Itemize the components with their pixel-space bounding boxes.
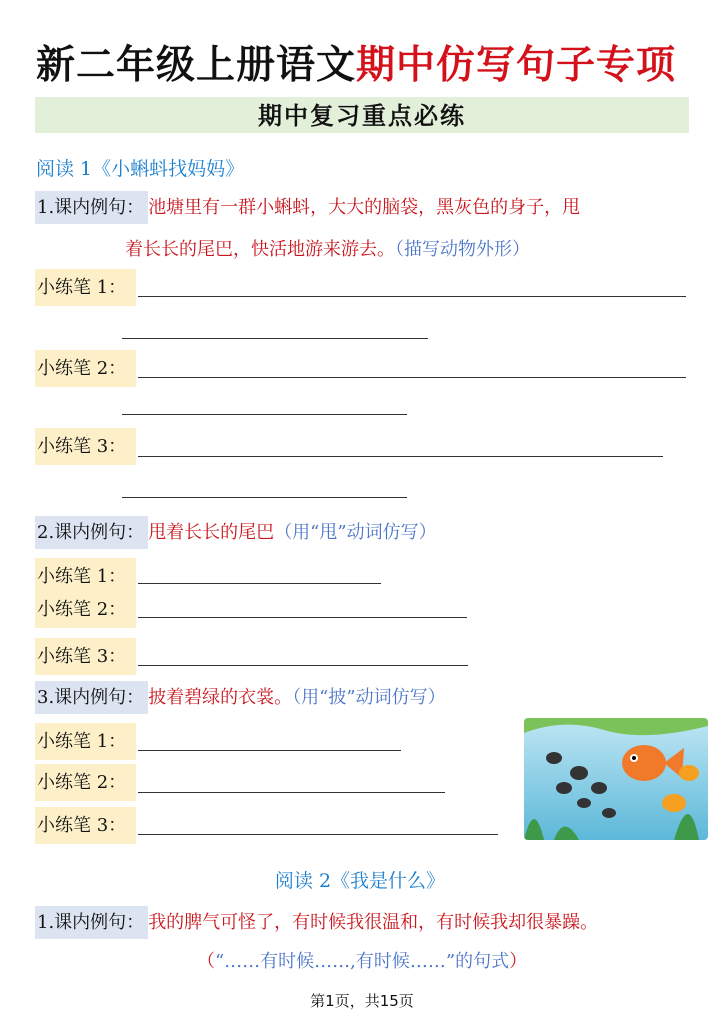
example-1-line2 <box>125 235 530 261</box>
example-sentence: 披着碧绿的衣裳。 <box>148 687 293 708</box>
answer-line[interactable] <box>138 617 467 618</box>
example-1 <box>35 193 580 219</box>
example-label: 2.课内例句： <box>35 516 148 549</box>
page-number: 第1页，共15页 <box>310 992 414 1010</box>
paren-open: （ <box>196 951 215 972</box>
practice-label: 小练笔 1： <box>35 558 136 595</box>
answer-line[interactable] <box>138 834 498 835</box>
example-2 <box>35 518 437 544</box>
example-hint: “……有时候……,有时候……”的句式 <box>214 951 510 972</box>
practice-label: 小练笔 3： <box>35 807 136 844</box>
example-label: 1.课内例句： <box>35 191 148 224</box>
paren-close: ） <box>509 951 528 972</box>
example-hint: （描写动物外形） <box>395 239 530 260</box>
page-title <box>36 34 676 90</box>
practice-label: 小练笔 2： <box>35 350 136 387</box>
reading2-title: 阅读 2《我是什么》 <box>274 870 446 892</box>
answer-line[interactable] <box>122 338 428 339</box>
example-sentence: 我的脾气可怪了，有时候我很温和，有时候我却很暴躁。 <box>148 912 599 933</box>
practice-label: 小练笔 3： <box>35 428 136 465</box>
answer-line[interactable] <box>138 750 401 751</box>
answer-line[interactable] <box>122 414 407 415</box>
example-hint: （用“甩”动词仿写） <box>274 522 437 543</box>
example-hint-r2 <box>0 947 724 973</box>
example-r2-1 <box>35 908 598 934</box>
banner: 期中复习重点必练 <box>35 97 689 133</box>
tadpole-fish-illustration <box>524 718 708 840</box>
answer-line[interactable] <box>138 456 663 457</box>
example-sentence: 池塘里有一群小蝌蚪，大大的脑袋，黑灰色的身子，甩 <box>148 197 581 218</box>
practice-label: 小练笔 2： <box>35 591 136 628</box>
answer-line[interactable] <box>122 497 407 498</box>
answer-line[interactable] <box>138 665 468 666</box>
example-sentence: 甩着长长的尾巴 <box>148 522 275 543</box>
example-label: 1.课内例句： <box>35 906 148 939</box>
example-label: 3.课内例句： <box>35 681 148 714</box>
answer-line[interactable] <box>138 296 686 297</box>
title-red: 期中仿写句子专项 <box>356 42 677 88</box>
practice-label: 小练笔 1： <box>35 269 136 306</box>
example-hint: （用“披”动词仿写） <box>292 687 446 708</box>
example-sentence-cont: 着长长的尾巴，快活地游来游去。 <box>125 239 395 260</box>
example-3 <box>35 683 446 709</box>
answer-line[interactable] <box>138 583 381 584</box>
reading1-title: 阅读 1《小蝌蚪找妈妈》 <box>36 158 245 180</box>
title-black: 新二年级上册语文 <box>36 42 357 88</box>
practice-label: 小练笔 2： <box>35 764 136 801</box>
practice-label: 小练笔 1： <box>35 723 136 760</box>
answer-line[interactable] <box>138 377 686 378</box>
practice-label: 小练笔 3： <box>35 638 136 675</box>
answer-line[interactable] <box>138 792 445 793</box>
